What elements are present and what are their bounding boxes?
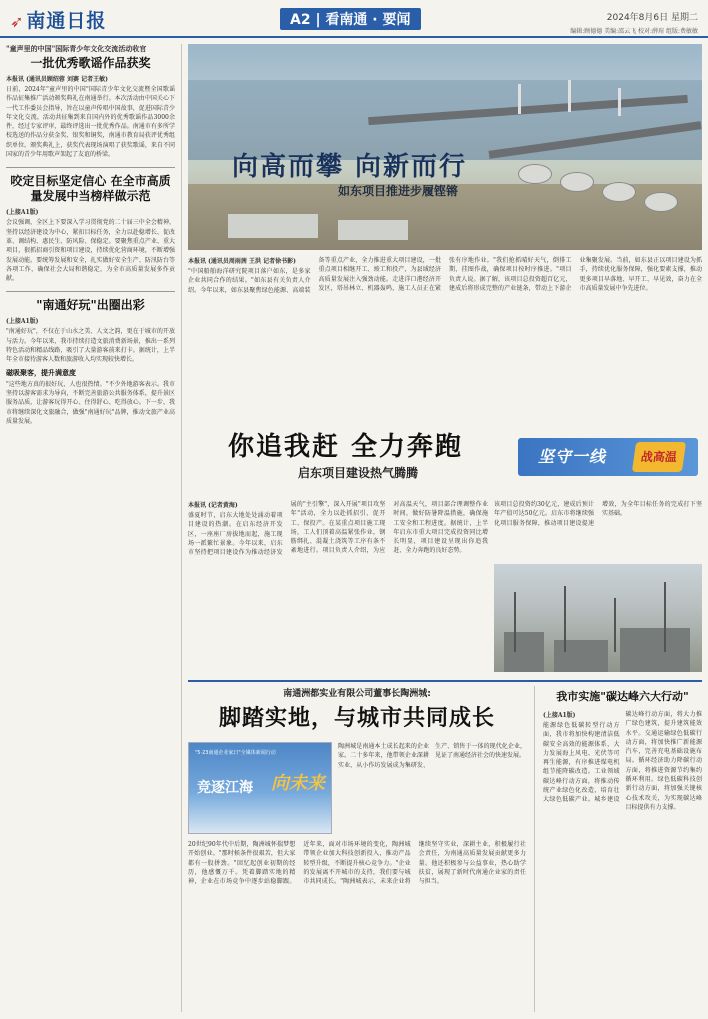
masthead: [0, 0, 708, 38]
article-qidong: [188, 500, 702, 672]
article-body-continued: 该项目总投资约30亿元，建成后预计年产值可达50亿元。启东市将继续强化项目服务保障，推动项目建设提速增效，为全年目标任务的完成打下坚实基础。: [494, 501, 702, 527]
photo-tank: [602, 182, 636, 202]
hero-port-photo: [188, 44, 702, 250]
article-lead-text: 陶洲城是南通本土成长起来的企业家。二十多年来，他带领企业深耕实业，从小作坊发展成为集研发、生产、销售于一体的现代化企业，见证了南通经济社会的快速发展。: [338, 743, 526, 769]
photo-crane: [568, 80, 571, 112]
photo-scaffold: [514, 592, 516, 652]
article-qidong-header: [188, 422, 702, 492]
divider: [6, 167, 175, 168]
article-body: 20世纪90年代中后期，陶洲城怀揣梦想开始创业。"那时候条件很艰苦，但大家都有一股拼劲。"回忆起创业初期的经历，他感慨万千。凭着脚踏实地的精神，企业在市场竞争中逐步站稳脚跟。近年来，面对市场环境的变化，陶洲城带领企业加大科技创新投入，推动产品转型升级，不断提升核心竞争力。"企业的发展离不开城市的支持，我们要与城市共同成长。"陶洲城表示，未来企业将继续坚守实业，深耕主业，积极履行社会责任，为南通高质量发展贡献更多力量。他还积极参与公益事业，热心助学扶贫，展现了新时代南通企业家的责任与担当。: [188, 841, 526, 886]
article-entrepreneur: [188, 686, 526, 1012]
article-subheadline: 启东项目建设热气腾腾: [298, 466, 419, 480]
story-byline: (上接A1版): [6, 209, 39, 217]
section-rule: [188, 680, 702, 682]
article-kicker: 南通洲都实业有限公司董事长陶洲城:: [283, 689, 431, 699]
banner-text: 坚守一线: [538, 447, 607, 466]
story-title: 一批优秀歌谣作品获奖: [30, 56, 151, 70]
article-body: 能源绿色低碳转型行动方面，我市将加快构建清洁低碳安全高效的能源体系，大力发展海上风电、光伏等可再生能源，有序推进煤电机组节能降碳改造。工业领域碳达峰行动方面，将推动传统产业绿色化改造，培育壮大绿色低碳产业。城乡建设碳达峰行动方面，将大力推广绿色建筑，提升建筑能效水平。交通运输绿色低碳行动方面，将加快推广新能源汽车，完善充电基础设施布局。循环经济助力降碳行动方面，将推进资源节约集约循环利用。绿色低碳科技创新行动方面，将加强关键核心技术攻关，为实现碳达峰目标提供有力支撑。: [543, 711, 702, 811]
photo-scaffold: [614, 598, 616, 652]
photo-building: [554, 640, 608, 672]
article-body: 盛夏时节，启东大地处处涌动着项目建设的热潮。在启东经济开发区，一座座厂房拔地而起，施工现场一派繁忙景象。今年以来，启东市坚持把项目建设作为推动经济发展的"主引擎"，深入开展"项目攻坚年"活动，全力以赴抓招引、促开工、保投产。在某重点项目施工现场，工人们顶着高温紧张作业，钢筋绑扎、混凝土浇筑等工序有条不紊地进行。项目负责人介绍，为应对高温天气，项目部合理调整作业时间，做好防暑降温措施，确保施工安全和工程进度。据统计，上半年启东市重大项目完成投资同比增长明显，项目建设呈现出你追我赶、全力奔跑的良好态势。: [188, 501, 488, 557]
hero-subheadline: 如东项目推进步履铿锵: [338, 184, 459, 198]
photo-crane: [518, 84, 521, 114]
article-columns: [543, 710, 702, 1006]
story-title: "南通好玩"出圈出彩: [36, 298, 145, 313]
story-body-continued: "这些地方真的很好玩，人也很热情。"不少外地游客表示。我市坚持以游客需求为导向，不断完善旅游公共服务体系，提升景区服务品质，让游客玩得开心、住得舒心、吃得放心。下一步，我市将继续深化文旅融合，做强"南通好玩"品牌，推动文旅产业高质量发展。: [6, 380, 175, 425]
photo-scaffold: [664, 582, 666, 652]
article-columns: [188, 840, 526, 1012]
article-headline: 我市实施"碳达峰六大行动": [556, 690, 689, 703]
article-rudong: [188, 256, 702, 436]
story-nantong-fun: [6, 298, 175, 426]
logo-text: 南通日报: [26, 10, 107, 32]
story-body: 日前，2024年"童声里的中国"国际青少年文化交流暨全国歌谣作品征集推广活动颁奖典礼在南通举行。本次活动由中国关心下一代工作委员会指导，旨在以童声传唱中国故事，促进国际青少年文化交流。活动共征集到来自国内外的优秀歌谣作品3000余件，经过专家评审，最终评选出一批优秀作品。南通市有多所学校选送的作品分获金奖、银奖和铜奖，南通市教育局获评优秀组织单位。颁奖典礼上，获奖代表现场演唱了获奖歌谣，来自不同国家的青少年用歌声架起了友谊的桥梁。: [6, 86, 175, 159]
poster-slogan: 竞逐江海: [197, 780, 253, 796]
photo-scaffold: [564, 586, 566, 652]
story-body: "南通好玩"，不仅在于山水之美、人文之韵，更在于城市的开放与活力。今年以来，我市持续打造文旅消费新场景，推出一系列特色活动和精品线路，吸引了大量游客前来打卡。据统计，上半年全市接待游客人数和旅游收入均实现较快增长。: [6, 328, 175, 364]
poster-tag: 向未来: [271, 773, 325, 794]
issue-date: 2024年8月6日 星期二: [606, 13, 698, 23]
article-columns: [188, 500, 488, 672]
article-columns: [188, 256, 702, 436]
divider: [6, 291, 175, 292]
photo-building: [338, 220, 408, 240]
story-body: 会议强调，全区上下要深入学习贯彻党的二十届三中全会精神，坚持以经济建设为中心，紧扣目标任务，全力以赴稳增长、促改革、调结构、惠民生、防风险、保稳定。要聚焦重点产业、重大项目，狠抓招商引资和项目建设，持续优化营商环境，不断增强发展动能。要统筹发展和安全，扎实做好安全生产、防汛防台等各项工作，确保社会大局和谐稳定，为全市高质量发展多作贡献。: [6, 219, 175, 283]
poster-caption: "5·23南通企业家日"全媒体新闻行动: [195, 750, 276, 756]
article-lead: [338, 742, 526, 834]
banner-flag: 战高温: [632, 442, 686, 472]
article-byline: 本报讯 (通讯员周雨茜 王洪 记者徐书影): [188, 258, 296, 265]
article-headline: 你追我赶 全力奔跑: [228, 432, 464, 462]
photo-building: [504, 632, 544, 672]
photo-building: [620, 628, 690, 672]
photo-crane: [618, 88, 621, 116]
photo-tank: [560, 172, 594, 192]
article-headline: 脚踏实地，与城市共同成长: [218, 706, 495, 731]
story-title: 咬定目标坚定信心 在全市高质量发展中当榜样做示范: [10, 174, 171, 204]
heat-campaign-banner: [518, 438, 698, 476]
section-tag: A2 | 看南通 · 要闻: [280, 8, 421, 30]
story-byline: (上接A1版): [6, 318, 39, 326]
article-body: "中国船舶海洋研究院项目落户如东，是多家企业共同合作的结果。"如东县有关负责人介绍。今年以来，如东县聚焦绿色能源、高端装备等重点产业，全力推进重大项目建设，一批重点项目相继开工、竣工和投产，为县域经济高质量发展注入强劲动能。走进洋口港经济开发区，塔吊林立、机器轰鸣，施工人员正在紧张有序地作业。"我们抢抓晴好天气，倒排工期、挂图作战，确保项目按时序推进。"项目负责人说。据了解，该项目总投资超百亿元，建成后将形成完整的产业链条，带动上下游企业集聚发展。当前，如东县正以项目建设为抓手，持续优化服务保障，强化要素支撑，推动更多项目早落地、早开工、早见效，奋力在全市高质量发展中争先进位。: [188, 257, 702, 294]
left-column: [6, 44, 182, 1012]
article-byline: (上接A1版): [543, 712, 576, 719]
editor-credits: 编辑:顾德德 美编:邵云飞 校对:薛瑄 组版:费敏敏: [570, 28, 698, 35]
story-subhead: 磁吸聚客，提升满意度: [6, 368, 76, 377]
story-byline: 本报讯 (通讯员顾绍蓉 刘赛 记者王敏): [6, 76, 108, 83]
main-column: [188, 44, 702, 1012]
story-district-goals: [6, 174, 175, 283]
article-carbon-peak: [534, 686, 702, 1012]
photo-building: [228, 214, 318, 238]
bird-icon: ➶: [10, 12, 25, 31]
newspaper-logo: [10, 6, 106, 33]
photo-tank: [644, 192, 678, 212]
campaign-poster: [188, 742, 332, 834]
photo-tank: [518, 164, 552, 184]
hero-headline: 向高而攀 向新而行: [232, 152, 468, 182]
story-kicker: "童声里的中国"国际青少年文化交流活动收官: [6, 44, 147, 53]
article-columns-right: [494, 500, 702, 560]
construction-site-photo: [494, 564, 702, 672]
story-song-awards: [6, 44, 175, 159]
article-byline: 本报讯 (记者黄海): [188, 502, 238, 509]
